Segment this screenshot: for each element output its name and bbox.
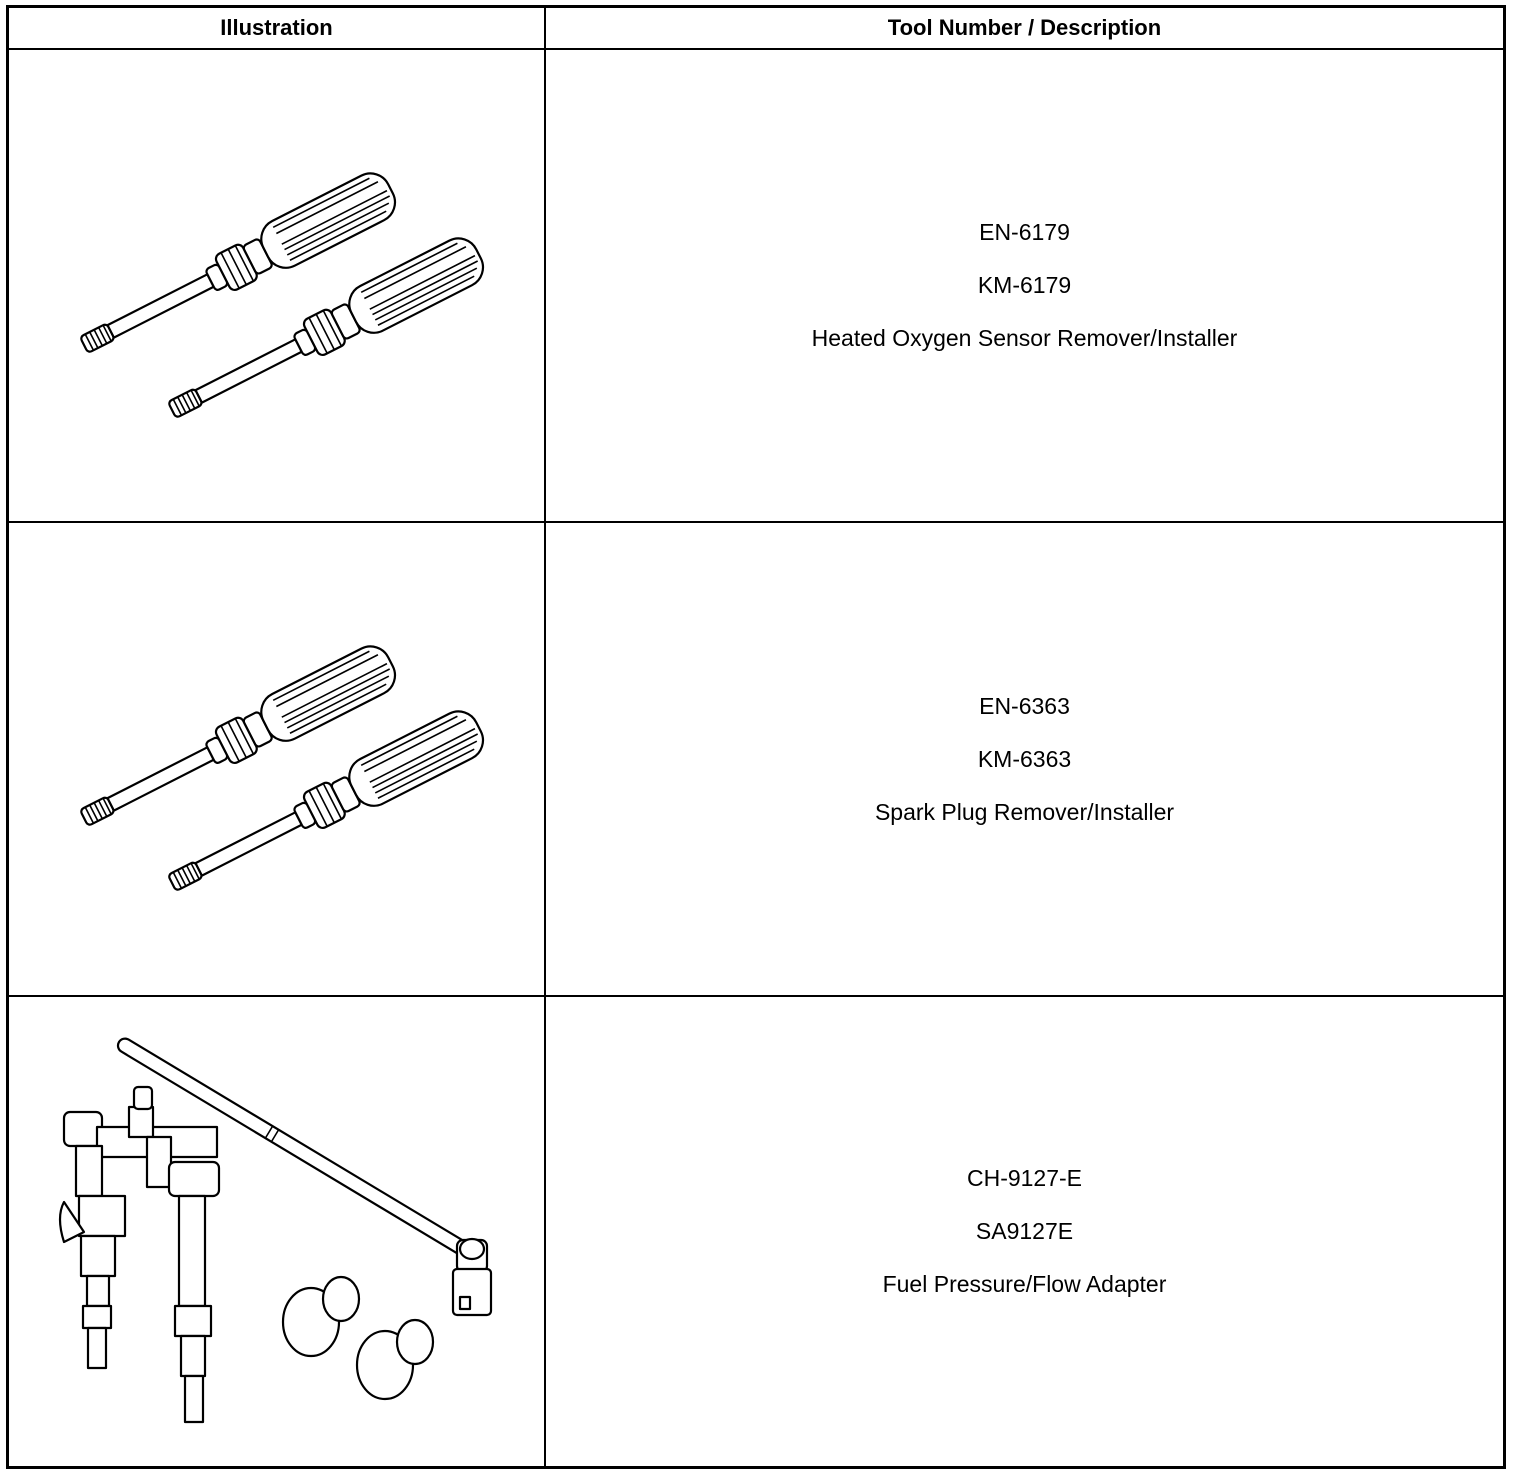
illustration-cell bbox=[9, 50, 546, 521]
table-row bbox=[9, 997, 1503, 1466]
screwdriver-tools-icon bbox=[9, 523, 544, 997]
tool-number-secondary: SA9127E bbox=[975, 1218, 1074, 1244]
table-row bbox=[9, 50, 1503, 523]
tool-description: Spark Plug Remover/Installer bbox=[874, 798, 1175, 825]
header-tool-description: Tool Number / Description bbox=[546, 8, 1503, 50]
tool-number-primary: CH-9127-E bbox=[966, 1165, 1083, 1191]
tool-number-primary: EN-6363 bbox=[979, 692, 1070, 719]
illustration-cell bbox=[9, 523, 546, 995]
tool-number-primary: EN-6179 bbox=[979, 219, 1070, 245]
tool-description: Fuel Pressure/Flow Adapter bbox=[882, 1271, 1167, 1297]
description-cell bbox=[546, 997, 1503, 1466]
header-illustration: Illustration bbox=[9, 8, 546, 50]
screwdriver-tools-icon bbox=[9, 50, 544, 523]
tool-number-secondary: KM-6179 bbox=[977, 272, 1072, 298]
tool-number-secondary: KM-6363 bbox=[977, 745, 1072, 772]
description-cell bbox=[546, 50, 1503, 521]
fuel-adapter-kit-icon bbox=[9, 997, 544, 1466]
tool-description: Heated Oxygen Sensor Remover/Installer bbox=[811, 325, 1238, 351]
description-cell bbox=[546, 523, 1503, 995]
illustration-cell bbox=[9, 997, 546, 1466]
special-tools-table bbox=[6, 5, 1506, 1469]
table-row bbox=[9, 523, 1503, 997]
